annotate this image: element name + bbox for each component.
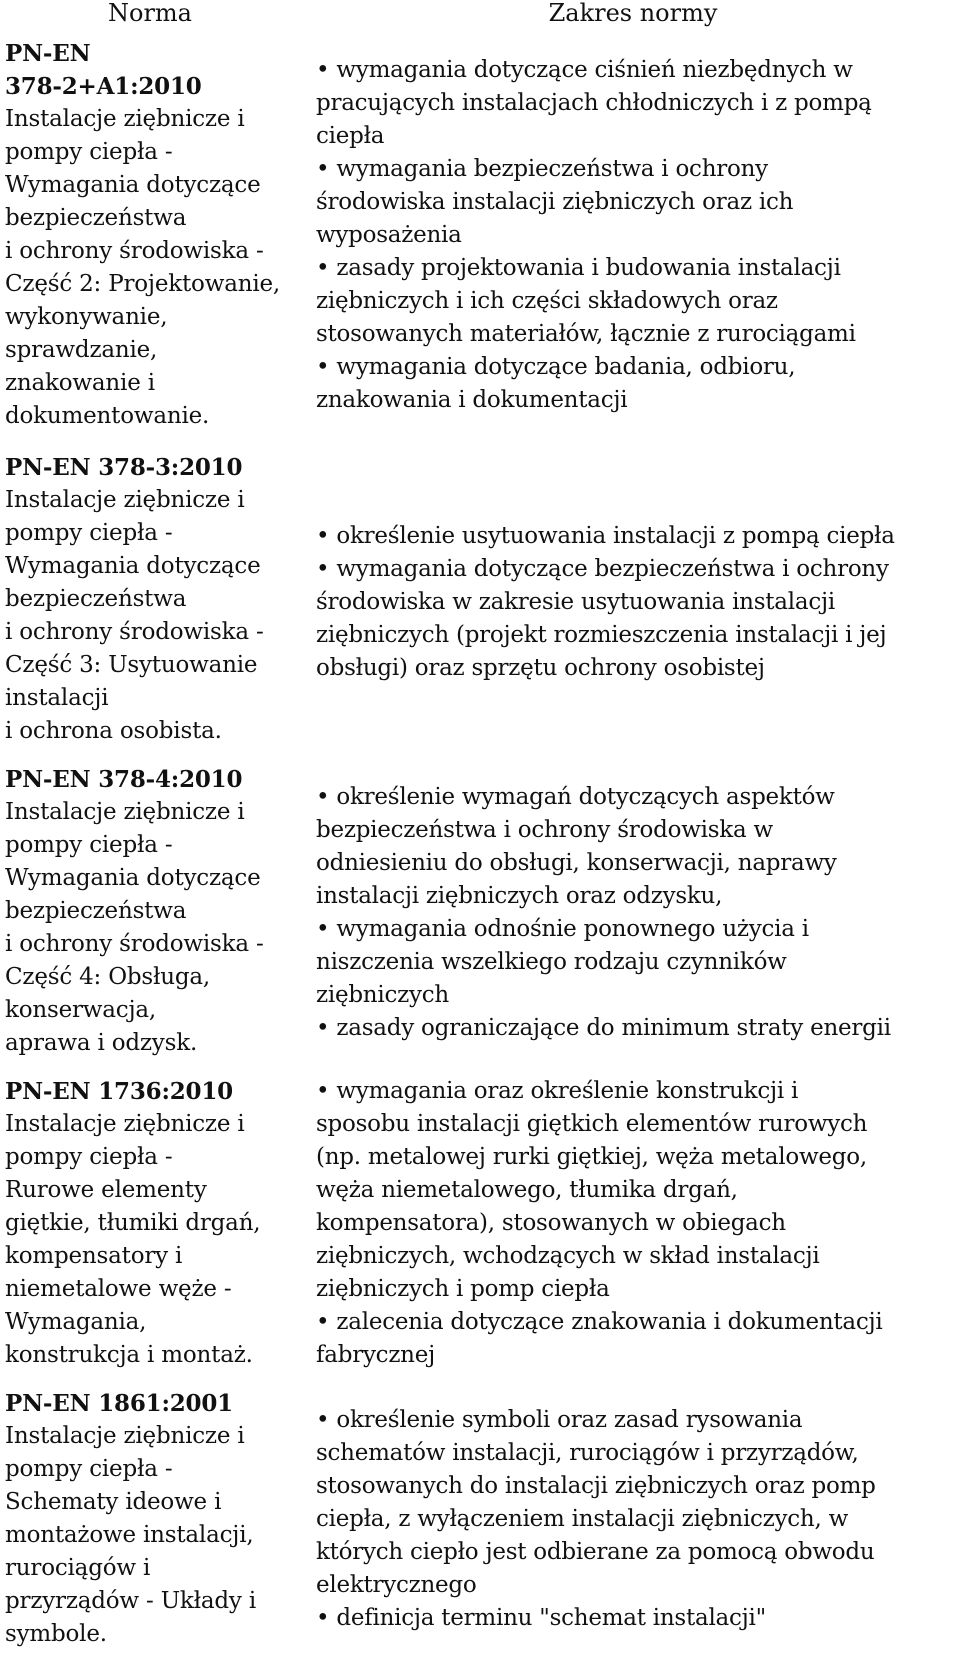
scope-item: • zasady projektowania i budowania instalacji ziębniczych i ich części składowych oraz stosowanych materiałów, łącznie z rurociągami: [316, 252, 956, 351]
norm-code: PN-EN 378-2+A1:2010: [5, 40, 202, 100]
norm-code: PN-EN 378-4:2010: [5, 766, 243, 793]
scope-item: • wymagania bezpieczeństwa i ochrony środowiska instalacji ziębniczych oraz ich wyposażenia: [316, 153, 956, 252]
scope-item: • wymagania dotyczące badania, odbioru, znakowania i dokumentacji: [316, 351, 956, 417]
norm-title: Instalacje ziębnicze i pompy ciepła - Wymagania dotyczące bezpieczeństwa i ochrony środowiska - Część 2: Projektowanie, wykonywanie, sprawdzanie, znakowanie i dokumentowanie.: [5, 106, 280, 429]
norm-title: Instalacje ziębnicze i pompy ciepła - Rurowe elementy giętkie, tłumiki drgań, kompensatory i niemetalowe węże - Wymagania, konstrukcja i montaż.: [5, 1111, 261, 1368]
scope-cell: [316, 1075, 956, 1372]
scope-item: • wymagania oraz określenie konstrukcji i sposobu instalacji giętkich elementów rurowych (np. metalowej rurki giętkiej, węża metalowego, węża niemetalowego, tłumika drgań, kompensatora), stosowanych w obiegach ziębniczych, wchodzących w skład instalacji ziębniczych i pomp ciepła: [316, 1075, 956, 1306]
norm-cell: [5, 37, 295, 433]
column-header-norm: Norma: [108, 0, 192, 27]
scope-item: • określenie usytuowania instalacji z pompą ciepła: [316, 520, 956, 553]
norm-code: PN-EN 1861:2001: [5, 1390, 233, 1417]
norm-code: PN-EN 378-3:2010: [5, 454, 243, 481]
scope-item: • zalecenia dotyczące znakowania i dokumentacji fabrycznej: [316, 1306, 956, 1372]
norm-cell: [5, 1387, 295, 1651]
scope-cell: [316, 54, 956, 417]
scope-item: • zasady ograniczające do minimum straty energii: [316, 1012, 956, 1045]
scope-item: • wymagania odnośnie ponownego użycia i niszczenia wszelkiego rodzaju czynników ziębniczych: [316, 913, 956, 1012]
scope-cell: [316, 1404, 956, 1635]
scope-cell: [316, 781, 956, 1045]
scope-item: • określenie wymagań dotyczących aspektów bezpieczeństwa i ochrony środowiska w odniesieniu do obsługi, konserwacji, naprawy instalacji ziębniczych oraz odzysku,: [316, 781, 956, 913]
scope-item: • określenie symboli oraz zasad rysowania schematów instalacji, rurociągów i przyrządów, stosowanych do instalacji ziębniczych oraz pomp ciepła, z wyłączeniem instalacji ziębniczych, w których ciepło jest odbierane za pomocą obwodu elektrycznego: [316, 1404, 956, 1602]
scope-item: • wymagania dotyczące ciśnień niezbędnych w pracujących instalacjach chłodniczych i z pompą ciepła: [316, 54, 956, 153]
norm-cell: [5, 763, 295, 1060]
scope-item: • wymagania dotyczące bezpieczeństwa i ochrony środowiska w zakresie usytuowania instalacji ziębniczych (projekt rozmieszczenia instalacji i jej obsługi) oraz sprzętu ochrony osobistej: [316, 553, 956, 685]
norm-title: Instalacje ziębnicze i pompy ciepła - Schematy ideowe i montażowe instalacji, rurociągów i przyrządów - Układy i symbole.: [5, 1423, 256, 1647]
column-header-scope: Zakres normy: [548, 0, 718, 27]
norm-cell: [5, 451, 295, 748]
norm-code: PN-EN 1736:2010: [5, 1078, 233, 1105]
norm-title: Instalacje ziębnicze i pompy ciepła - Wymagania dotyczące bezpieczeństwa i ochrony środowiska - Część 3: Usytuowanie instalacji i ochrona osobista.: [5, 487, 264, 744]
norm-cell: [5, 1075, 295, 1372]
scope-item: • definicja terminu "schemat instalacji": [316, 1602, 956, 1635]
norm-title: Instalacje ziębnicze i pompy ciepła - Wymagania dotyczące bezpieczeństwa i ochrony środowiska - Część 4: Obsługa, konserwacja, aprawa i odzysk.: [5, 799, 264, 1056]
scope-cell: [316, 520, 956, 685]
